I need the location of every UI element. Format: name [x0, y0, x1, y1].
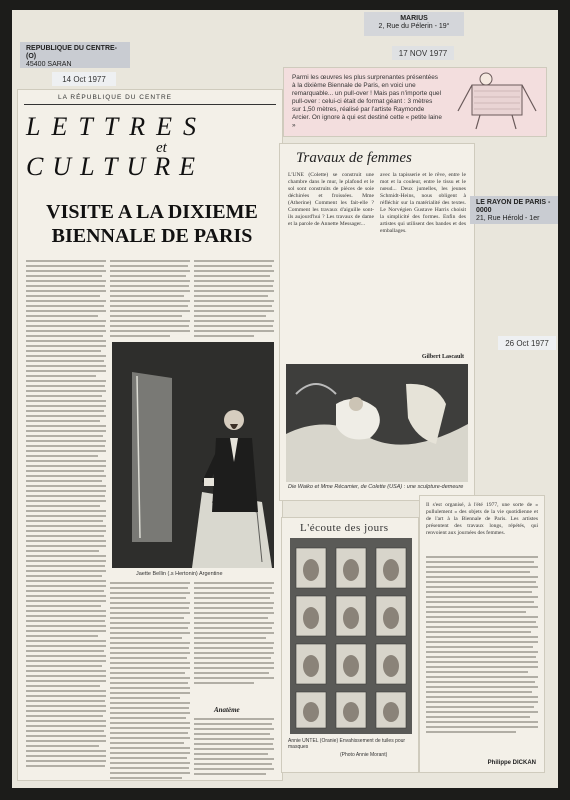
ecole-article-text	[420, 496, 544, 772]
ecole-body: Il s'est organisé, à l'été 1977, une sorte de « pullulement » des objets de la vie quotidienne et de l'art à la Biennale de Paris. Les artistes présentent des travaux longs, répétés, qui renvoient aux journées des femmes.	[426, 502, 538, 536]
photo-caption: Jaette Bellin (.s Hertonin) Argentine	[136, 571, 223, 577]
press-stamp-rayon	[470, 196, 558, 224]
ecole-author: Philippe DICKAN	[487, 760, 536, 766]
article-column-5	[194, 582, 274, 687]
photo-content	[286, 364, 468, 482]
stamp-line2: 2, Rue du Pélerin - 19°	[378, 23, 450, 30]
title-et: et	[156, 140, 167, 156]
ecole-title: L'écoute des jours	[300, 522, 389, 534]
section-title-lettres	[26, 112, 207, 142]
article-column-4	[110, 582, 190, 780]
femmes-photo-caption: Die Waiko et Mme Récamier, de Colette (USA) : une sculpture-demeure	[288, 484, 464, 490]
sub-heading-anateme: Anatème	[214, 706, 240, 714]
marius-clipping	[284, 68, 546, 136]
ecole-body-lines	[426, 556, 538, 736]
date-text: 26 Oct 1977	[505, 339, 549, 348]
scrapbook-page	[12, 10, 558, 788]
article-column-6	[194, 718, 274, 778]
stamp-line1: REPUBLIQUE DU CENTRE-(O)	[26, 45, 118, 60]
stamp-line1: MARIUS	[400, 15, 428, 22]
stamp-line2: 45400 SARAN	[26, 61, 72, 68]
title-word-lettres: LETTRES	[26, 112, 208, 141]
press-stamp-marius	[364, 12, 464, 36]
headline	[30, 200, 274, 248]
photo-masks-grid	[290, 538, 412, 734]
date-clip-marius	[392, 46, 454, 60]
section-rule	[24, 104, 276, 105]
stamp-line1: LE RAYON DE PARIS - 0000	[476, 199, 551, 214]
headline-line2: BIENNALE DE PARIS	[51, 225, 253, 247]
article-column-2	[110, 260, 190, 340]
section-title-culture	[26, 152, 204, 182]
date-clip-rayon	[498, 336, 556, 350]
femmes-title: Travaux de femmes	[296, 150, 412, 166]
main-article	[18, 90, 282, 780]
date-text: 14 Oct 1977	[62, 75, 106, 84]
headline-line1: VISITE A LA DIXIEME	[46, 201, 258, 223]
femmes-article	[280, 144, 474, 500]
marius-text: Parmi les œuvres les plus surprenantes présentées à la dixième Biennale de Paris, en voici une remarquable... un pull-over ! Mais pas n'importe quel pull-over : celui-ci était de format géant : 3 mètres sur 1,50 mètres, réalisé par l'artiste Raymonde Arcier. On ignore à qui est destiné cette « petite laine »	[292, 74, 442, 129]
date-clip-left	[52, 72, 116, 86]
femmes-col2: avec la tapisserie et le rêve, entre le mot et la couleur, entre le tissu et le nœud... Deux jumelles, les jeunes Schmidt-Heins, nous obligent à réfléchir sur la matérialité des textes. Le Norvégien Gustave Harris choisit la simplicité des formes. Enfin des artistes qui utilisent des bandes et des emballages.	[380, 172, 466, 234]
femmes-col1: L'UNE (Colette) se construit une chambre dans le mur, le plafond et le sol sont construits de pièces de soie déchirées et froissées. Mme (Atherine) Comment les fait-elle ? Comment les travaux d'aiguille sont-ils aujourd'hui ? Les travaux de dame et la parole de Annette Messager...	[288, 172, 374, 227]
femmes-author: Gilbert Lascault	[421, 354, 464, 360]
ecole-article	[282, 518, 418, 772]
date-text: 17 NOV 1977	[398, 49, 448, 58]
photo-content	[112, 342, 274, 568]
photo-content	[290, 538, 412, 734]
stamp-line2: 21, Rue Hérold - 1er	[476, 215, 540, 222]
photo-artist-with-sculpture	[112, 342, 274, 568]
ecole-photo-credit: (Photo Annie Morant)	[340, 752, 388, 758]
press-stamp-republique	[20, 42, 130, 68]
ecole-photo-caption: Annie UNTEL (Oranie) Envahissement de tuiles pour masques	[288, 738, 406, 750]
pullover-illustration	[450, 71, 540, 133]
title-word-culture: CULTURE	[26, 152, 205, 181]
article-column-3	[194, 260, 274, 340]
article-column-1	[26, 260, 106, 770]
photo-femmes-sculpture	[286, 364, 468, 482]
source-header: LA RÉPUBLIQUE DU CENTRE	[58, 94, 173, 101]
